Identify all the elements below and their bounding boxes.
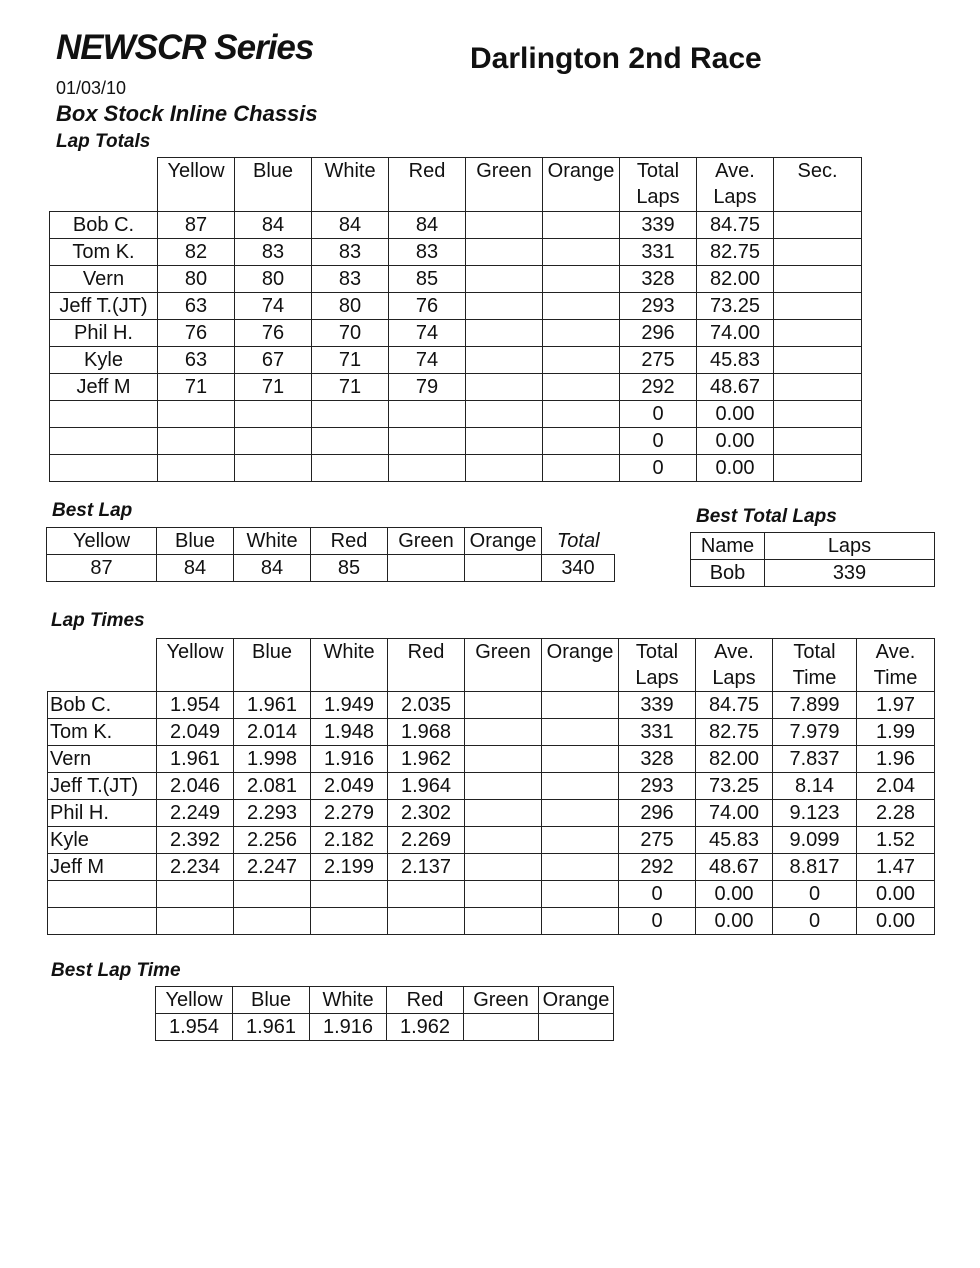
cell-blue: 2.256	[234, 827, 311, 854]
cell-red: 85	[389, 266, 466, 293]
cell-name: Vern	[48, 746, 157, 773]
best-lap-table	[46, 527, 615, 582]
best-total-laps-table	[690, 532, 935, 587]
cell-ave: 0.00	[697, 401, 774, 428]
table-row	[50, 266, 862, 293]
cell-total: 331	[620, 239, 697, 266]
cell-total: 275	[620, 347, 697, 374]
cell-total: 293	[619, 773, 696, 800]
cell-total: 0	[620, 428, 697, 455]
cell-name: Phil H.	[50, 320, 158, 347]
cell-white: 1.949	[311, 692, 388, 719]
cell-green	[466, 212, 543, 239]
cell-total: 0	[620, 401, 697, 428]
cell-sec	[774, 212, 862, 239]
cell-blue: 84	[235, 212, 312, 239]
cell-name: Phil H.	[48, 800, 157, 827]
best-total-header-laps: Laps	[765, 533, 935, 560]
cell-green	[466, 401, 543, 428]
cell-orange	[542, 854, 619, 881]
cell-name: Bob C.	[50, 212, 158, 239]
table-row	[48, 746, 935, 773]
table-row	[48, 854, 935, 881]
cell-name: Vern	[50, 266, 158, 293]
cell-sec	[774, 455, 862, 482]
cell-atime: 1.52	[857, 827, 935, 854]
cell-white: 2.182	[311, 827, 388, 854]
cell-orange	[542, 746, 619, 773]
cell-red: 1.962	[388, 746, 465, 773]
cell-blue	[235, 401, 312, 428]
cell-yellow: 1.961	[157, 746, 234, 773]
cell-orange	[542, 908, 619, 935]
cell-white: 70	[312, 320, 389, 347]
cell-red	[388, 908, 465, 935]
cell-green	[465, 746, 542, 773]
cell-atime: 1.96	[857, 746, 935, 773]
cell-sec	[774, 401, 862, 428]
cell-total: 339	[620, 212, 697, 239]
col-header-total-laps: Total Laps	[620, 158, 697, 212]
times-col-header-orange: Orange	[542, 639, 619, 692]
best-lap-header-yellow: Yellow	[47, 528, 157, 555]
cell-name: Tom K.	[48, 719, 157, 746]
times-col-header-yellow: Yellow	[157, 639, 234, 692]
cell-ave: 84.75	[696, 692, 773, 719]
cell-yellow: 87	[158, 212, 235, 239]
cell-ave: 0.00	[697, 455, 774, 482]
best-lap-header-blue: Blue	[157, 528, 234, 555]
cell-atime: 1.97	[857, 692, 935, 719]
cell-name: Jeff M	[48, 854, 157, 881]
cell-blue	[234, 881, 311, 908]
col-header-ave-laps: Ave. Laps	[697, 158, 774, 212]
cell-name: Jeff T.(JT)	[50, 293, 158, 320]
cell-orange	[543, 428, 620, 455]
cell-ave: 74.00	[696, 800, 773, 827]
cell-red: 74	[389, 347, 466, 374]
cell-sec	[774, 428, 862, 455]
times-col-header-white: White	[311, 639, 388, 692]
cell-ttime: 9.099	[773, 827, 857, 854]
cell-yellow: 2.249	[157, 800, 234, 827]
cell-green	[466, 347, 543, 374]
cell-ave: 73.25	[697, 293, 774, 320]
cell-total: 292	[619, 854, 696, 881]
cell-blue: 2.293	[234, 800, 311, 827]
cell-ttime: 7.837	[773, 746, 857, 773]
cell-blue: 80	[235, 266, 312, 293]
cell-blue: 1.961	[234, 692, 311, 719]
cell-blue	[235, 428, 312, 455]
cell-orange	[542, 881, 619, 908]
cell-orange	[542, 827, 619, 854]
cell-ttime: 9.123	[773, 800, 857, 827]
best-time-white: 1.916	[310, 1014, 387, 1041]
table-row	[50, 320, 862, 347]
cell-ave: 0.00	[697, 428, 774, 455]
cell-yellow: 2.049	[157, 719, 234, 746]
best-lap-time-title: Best Lap Time	[51, 960, 181, 981]
cell-red	[389, 428, 466, 455]
best-time-header-green: Green	[464, 987, 539, 1014]
table-row	[48, 881, 935, 908]
cell-white: 71	[312, 347, 389, 374]
cell-ttime: 0	[773, 881, 857, 908]
table-row	[48, 692, 935, 719]
table-row	[50, 347, 862, 374]
cell-orange	[542, 773, 619, 800]
cell-ave: 82.00	[697, 266, 774, 293]
cell-yellow: 76	[158, 320, 235, 347]
cell-white: 84	[312, 212, 389, 239]
cell-ave: 0.00	[696, 908, 773, 935]
cell-red: 2.269	[388, 827, 465, 854]
cell-sec	[774, 293, 862, 320]
best-lap-time-table	[155, 986, 614, 1041]
cell-ave: 82.00	[696, 746, 773, 773]
cell-yellow	[158, 428, 235, 455]
table-row	[50, 374, 862, 401]
cell-green	[465, 854, 542, 881]
best-time-blue: 1.961	[233, 1014, 310, 1041]
cell-red: 2.035	[388, 692, 465, 719]
best-time-header-white: White	[310, 987, 387, 1014]
lap-times-title: Lap Times	[51, 610, 145, 631]
table-row	[48, 827, 935, 854]
best-lap-blue: 84	[157, 555, 234, 582]
cell-yellow: 71	[158, 374, 235, 401]
best-total-laps: 339	[765, 560, 935, 587]
best-time-header-blue: Blue	[233, 987, 310, 1014]
cell-green	[465, 773, 542, 800]
cell-blue: 2.081	[234, 773, 311, 800]
table-row	[50, 455, 862, 482]
cell-red: 79	[389, 374, 466, 401]
cell-red: 2.137	[388, 854, 465, 881]
cell-ave: 48.67	[696, 854, 773, 881]
cell-atime: 1.99	[857, 719, 935, 746]
cell-yellow: 80	[158, 266, 235, 293]
cell-total: 328	[619, 746, 696, 773]
best-lap-yellow: 87	[47, 555, 157, 582]
best-lap-header-orange: Orange	[465, 528, 542, 555]
cell-ttime: 7.979	[773, 719, 857, 746]
cell-name: Bob C.	[48, 692, 157, 719]
cell-blue: 74	[235, 293, 312, 320]
cell-ttime: 8.817	[773, 854, 857, 881]
cell-red	[389, 401, 466, 428]
col-header-white: White	[312, 158, 389, 212]
cell-ttime: 0	[773, 908, 857, 935]
cell-red: 1.964	[388, 773, 465, 800]
cell-name	[50, 401, 158, 428]
cell-name: Jeff T.(JT)	[48, 773, 157, 800]
times-col-header-ave-laps: Ave. Laps	[696, 639, 773, 692]
cell-orange	[542, 719, 619, 746]
cell-name	[48, 908, 157, 935]
cell-yellow: 63	[158, 347, 235, 374]
race-title: Darlington 2nd Race	[470, 42, 762, 75]
cell-white: 80	[312, 293, 389, 320]
cell-yellow	[158, 455, 235, 482]
cell-sec	[774, 347, 862, 374]
best-lap-total-label: Total	[556, 529, 600, 552]
cell-white: 2.279	[311, 800, 388, 827]
cell-white	[312, 428, 389, 455]
best-time-yellow: 1.954	[156, 1014, 233, 1041]
cell-red	[389, 455, 466, 482]
col-header-yellow: Yellow	[158, 158, 235, 212]
cell-white: 1.916	[311, 746, 388, 773]
best-lap-white: 84	[234, 555, 311, 582]
best-lap-green	[388, 555, 465, 582]
times-col-header-green: Green	[465, 639, 542, 692]
cell-green	[466, 428, 543, 455]
cell-total: 275	[619, 827, 696, 854]
best-time-red: 1.962	[387, 1014, 464, 1041]
cell-orange	[543, 266, 620, 293]
header-blank-cell	[50, 158, 158, 212]
cell-sec	[774, 239, 862, 266]
cell-blue: 83	[235, 239, 312, 266]
cell-orange	[543, 293, 620, 320]
cell-ave: 48.67	[697, 374, 774, 401]
cell-yellow: 63	[158, 293, 235, 320]
table-row	[50, 401, 862, 428]
best-lap-header-red: Red	[311, 528, 388, 555]
cell-orange	[543, 455, 620, 482]
cell-name: Kyle	[50, 347, 158, 374]
best-time-header-yellow: Yellow	[156, 987, 233, 1014]
cell-blue: 67	[235, 347, 312, 374]
best-lap-title: Best Lap	[52, 500, 133, 521]
cell-white	[312, 401, 389, 428]
cell-blue	[234, 908, 311, 935]
cell-green	[465, 692, 542, 719]
cell-green	[466, 266, 543, 293]
best-total-header-name: Name	[691, 533, 765, 560]
cell-ave: 73.25	[696, 773, 773, 800]
cell-total: 292	[620, 374, 697, 401]
times-col-header-total-laps: Total Laps	[619, 639, 696, 692]
cell-white: 71	[312, 374, 389, 401]
cell-orange	[543, 239, 620, 266]
class-title: Box Stock Inline Chassis	[56, 101, 318, 126]
col-header-sec: Sec.	[774, 158, 862, 212]
table-row	[50, 428, 862, 455]
table-row	[50, 239, 862, 266]
col-header-green: Green	[466, 158, 543, 212]
race-date: 01/03/10	[56, 78, 127, 98]
cell-sec	[774, 320, 862, 347]
cell-orange	[543, 401, 620, 428]
series-title: NEWSCR Series	[56, 28, 314, 67]
best-time-header-red: Red	[387, 987, 464, 1014]
cell-white: 2.199	[311, 854, 388, 881]
best-lap-header-green: Green	[388, 528, 465, 555]
cell-ttime: 7.899	[773, 692, 857, 719]
cell-ave: 45.83	[697, 347, 774, 374]
cell-name: Jeff M	[50, 374, 158, 401]
best-time-green	[464, 1014, 539, 1041]
cell-total: 0	[620, 455, 697, 482]
cell-red: 74	[389, 320, 466, 347]
cell-red: 76	[389, 293, 466, 320]
cell-green	[466, 320, 543, 347]
cell-total: 296	[620, 320, 697, 347]
cell-green	[466, 239, 543, 266]
cell-green	[466, 374, 543, 401]
cell-red: 1.968	[388, 719, 465, 746]
cell-yellow: 82	[158, 239, 235, 266]
table-row	[50, 293, 862, 320]
table-row	[48, 800, 935, 827]
times-col-header-red: Red	[388, 639, 465, 692]
times-col-header-ave-time: Ave. Time	[857, 639, 935, 692]
cell-white: 83	[312, 239, 389, 266]
cell-yellow	[157, 881, 234, 908]
cell-ave: 0.00	[696, 881, 773, 908]
cell-yellow	[158, 401, 235, 428]
cell-atime: 1.47	[857, 854, 935, 881]
table-row	[48, 773, 935, 800]
cell-total: 331	[619, 719, 696, 746]
cell-blue: 71	[235, 374, 312, 401]
cell-white: 2.049	[311, 773, 388, 800]
cell-blue: 1.998	[234, 746, 311, 773]
best-time-orange	[539, 1014, 614, 1041]
cell-ttime: 8.14	[773, 773, 857, 800]
lap-totals-table	[49, 157, 862, 482]
cell-green	[465, 908, 542, 935]
cell-red: 84	[389, 212, 466, 239]
cell-total: 296	[619, 800, 696, 827]
table-row	[48, 908, 935, 935]
cell-white: 83	[312, 266, 389, 293]
cell-name: Kyle	[48, 827, 157, 854]
cell-red: 83	[389, 239, 466, 266]
times-col-header-blue: Blue	[234, 639, 311, 692]
cell-yellow: 2.392	[157, 827, 234, 854]
cell-blue: 2.014	[234, 719, 311, 746]
cell-ave: 45.83	[696, 827, 773, 854]
cell-blue	[235, 455, 312, 482]
cell-ave: 84.75	[697, 212, 774, 239]
cell-ave: 74.00	[697, 320, 774, 347]
cell-yellow: 2.234	[157, 854, 234, 881]
cell-yellow: 1.954	[157, 692, 234, 719]
cell-blue: 2.247	[234, 854, 311, 881]
cell-red	[388, 881, 465, 908]
cell-total: 339	[619, 692, 696, 719]
cell-orange	[543, 320, 620, 347]
best-time-header-orange: Orange	[539, 987, 614, 1014]
best-lap-orange	[465, 555, 542, 582]
cell-atime: 2.04	[857, 773, 935, 800]
cell-orange	[543, 347, 620, 374]
lap-times-table	[47, 638, 935, 935]
cell-sec	[774, 266, 862, 293]
cell-green	[465, 719, 542, 746]
col-header-blue: Blue	[235, 158, 312, 212]
cell-green	[465, 800, 542, 827]
cell-orange	[542, 800, 619, 827]
best-lap-total-value: 340	[542, 555, 615, 582]
table-row	[50, 212, 862, 239]
cell-white: 1.948	[311, 719, 388, 746]
col-header-orange: Orange	[543, 158, 620, 212]
cell-name	[50, 455, 158, 482]
cell-white	[311, 881, 388, 908]
cell-sec	[774, 374, 862, 401]
cell-orange	[543, 374, 620, 401]
cell-ave: 82.75	[697, 239, 774, 266]
cell-red: 2.302	[388, 800, 465, 827]
col-header-red: Red	[389, 158, 466, 212]
cell-orange	[543, 212, 620, 239]
table-row	[48, 719, 935, 746]
cell-atime: 0.00	[857, 908, 935, 935]
times-header-blank-cell	[48, 639, 157, 692]
cell-white	[312, 455, 389, 482]
cell-yellow: 2.046	[157, 773, 234, 800]
cell-total: 328	[620, 266, 697, 293]
cell-yellow	[157, 908, 234, 935]
cell-green	[466, 293, 543, 320]
cell-total: 0	[619, 881, 696, 908]
best-total-laps-title: Best Total Laps	[696, 506, 837, 527]
lap-totals-title: Lap Totals	[56, 131, 151, 152]
best-lap-red: 85	[311, 555, 388, 582]
cell-green	[465, 827, 542, 854]
cell-orange	[542, 692, 619, 719]
cell-name	[50, 428, 158, 455]
cell-green	[465, 881, 542, 908]
cell-name	[48, 881, 157, 908]
cell-green	[466, 455, 543, 482]
cell-white	[311, 908, 388, 935]
cell-atime: 2.28	[857, 800, 935, 827]
cell-total: 293	[620, 293, 697, 320]
best-lap-header-white: White	[234, 528, 311, 555]
cell-ave: 82.75	[696, 719, 773, 746]
best-total-name: Bob	[691, 560, 765, 587]
cell-name: Tom K.	[50, 239, 158, 266]
cell-blue: 76	[235, 320, 312, 347]
cell-total: 0	[619, 908, 696, 935]
cell-atime: 0.00	[857, 881, 935, 908]
times-col-header-total-time: Total Time	[773, 639, 857, 692]
